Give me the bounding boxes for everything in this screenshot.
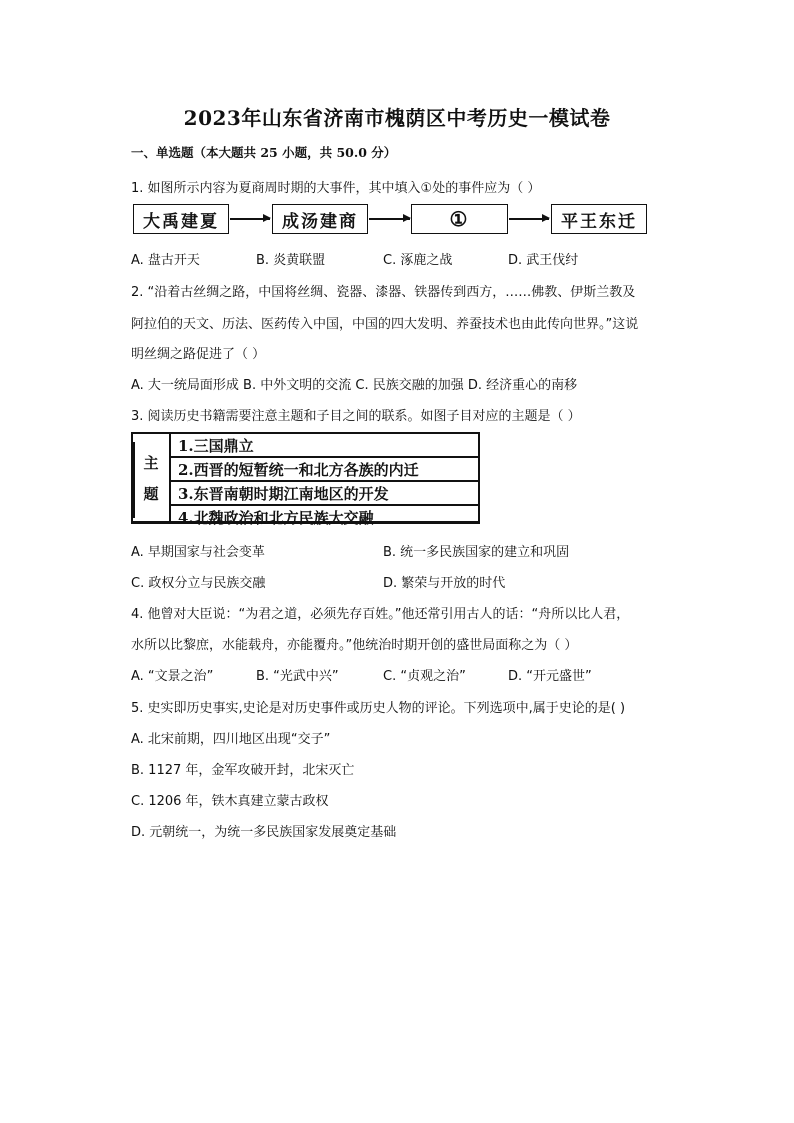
q5-option-a: A. 北宋前期，四川地区出现“交子” bbox=[131, 732, 331, 747]
topic-header-char-1: 主 bbox=[143, 453, 159, 472]
flow-arrow-2 bbox=[369, 218, 410, 220]
flow-box-1: 大禹建夏 bbox=[133, 204, 229, 234]
question-2-line-1: 2. “沿着古丝绸之路，中国将丝绸、瓷器、漆器、铁器传到西方，……佛教、伊斯兰教及 bbox=[131, 285, 636, 300]
q4-option-a: A. “文景之治” bbox=[131, 669, 214, 684]
topic-separator-2 bbox=[171, 480, 478, 482]
question-4-line-2: 水所以比黎庶，水能载舟，亦能覆舟。”他统治时期开创的盛世局面称之为（ ） bbox=[131, 638, 578, 653]
section-heading: 一、单选题（本大题共 25 小题，共 50.0 分） bbox=[131, 145, 397, 160]
topic-item-3: 3.东晋南朝时期江南地区的开发 bbox=[178, 485, 389, 503]
q3-option-d: D. 繁荣与开放的时代 bbox=[383, 576, 506, 591]
topic-item-2: 2.西晋的短暂统一和北方各族的内迁 bbox=[178, 461, 419, 479]
q1-option-a: A. 盘古开天 bbox=[131, 253, 200, 268]
q1-option-d: D. 武王伐纣 bbox=[508, 253, 579, 268]
question-4-line-1: 4. 他曾对大臣说：“为君之道，必须先存百姓。”他还常引用古人的话：“舟所以比人君， bbox=[131, 607, 630, 622]
q4-option-d: D. “开元盛世” bbox=[508, 669, 592, 684]
q4-option-c: C. “贞观之治” bbox=[383, 669, 466, 684]
question-5-stem: 5. 史实即历史事实,史论是对历史事件或历史人物的评论。下列选项中,属于史论的是( ) bbox=[131, 701, 626, 716]
flow-arrow-3 bbox=[509, 218, 549, 220]
topic-header bbox=[133, 434, 171, 521]
topic-item-1: 1.三国鼎立 bbox=[178, 437, 254, 455]
exam-title: 2023年山东省济南市槐荫区中考历史一模试卷 bbox=[183, 106, 611, 130]
topic-separator-3 bbox=[171, 504, 478, 506]
q1-option-b: B. 炎黄联盟 bbox=[256, 253, 326, 268]
flow-box-2: 成汤建商 bbox=[272, 204, 368, 234]
question-1-stem: 1. 如图所示内容为夏商周时期的大事件，其中填入①处的事件应为（ ） bbox=[131, 181, 541, 196]
question-2-line-2: 阿拉伯的天文、历法、医药传入中国，中国的四大发明、养蚕技术也由此传向世界。”这说 bbox=[131, 317, 639, 332]
q3-option-c: C. 政权分立与民族交融 bbox=[131, 576, 266, 591]
q4-option-b: B. “光武中兴” bbox=[256, 669, 339, 684]
topic-table bbox=[131, 432, 480, 527]
question-2-line-3: 明丝绸之路促进了（ ） bbox=[131, 347, 266, 362]
q1-option-c: C. 涿鹿之战 bbox=[383, 253, 453, 268]
q3-option-b: B. 统一多民族国家的建立和巩固 bbox=[383, 545, 570, 560]
flow-box-3: ① bbox=[411, 204, 508, 234]
flow-box-4: 平王东迁 bbox=[551, 204, 647, 234]
q2-options: A. 大一统局面形成 B. 中外文明的交流 C. 民族交融的加强 D. 经济重心的南移 bbox=[131, 378, 578, 393]
flow-arrow-1 bbox=[230, 218, 270, 220]
q3-option-a: A. 早期国家与社会变革 bbox=[131, 545, 265, 560]
question-3-stem: 3. 阅读历史书籍需要注意主题和子目之间的联系。如图子目对应的主题是（ ） bbox=[131, 409, 581, 424]
q5-option-c: C. 1206 年，铁木真建立蒙古政权 bbox=[131, 794, 329, 809]
q5-option-b: B. 1127 年，金军攻破开封，北宋灭亡 bbox=[131, 763, 355, 778]
topic-header-char-2: 题 bbox=[143, 484, 159, 503]
q5-option-d: D. 元朝统一，为统一多民族国家发展奠定基础 bbox=[131, 825, 397, 840]
topic-separator-1 bbox=[171, 456, 478, 458]
topic-item-4: 4.北魏政治和北方民族大交融 bbox=[178, 509, 374, 527]
